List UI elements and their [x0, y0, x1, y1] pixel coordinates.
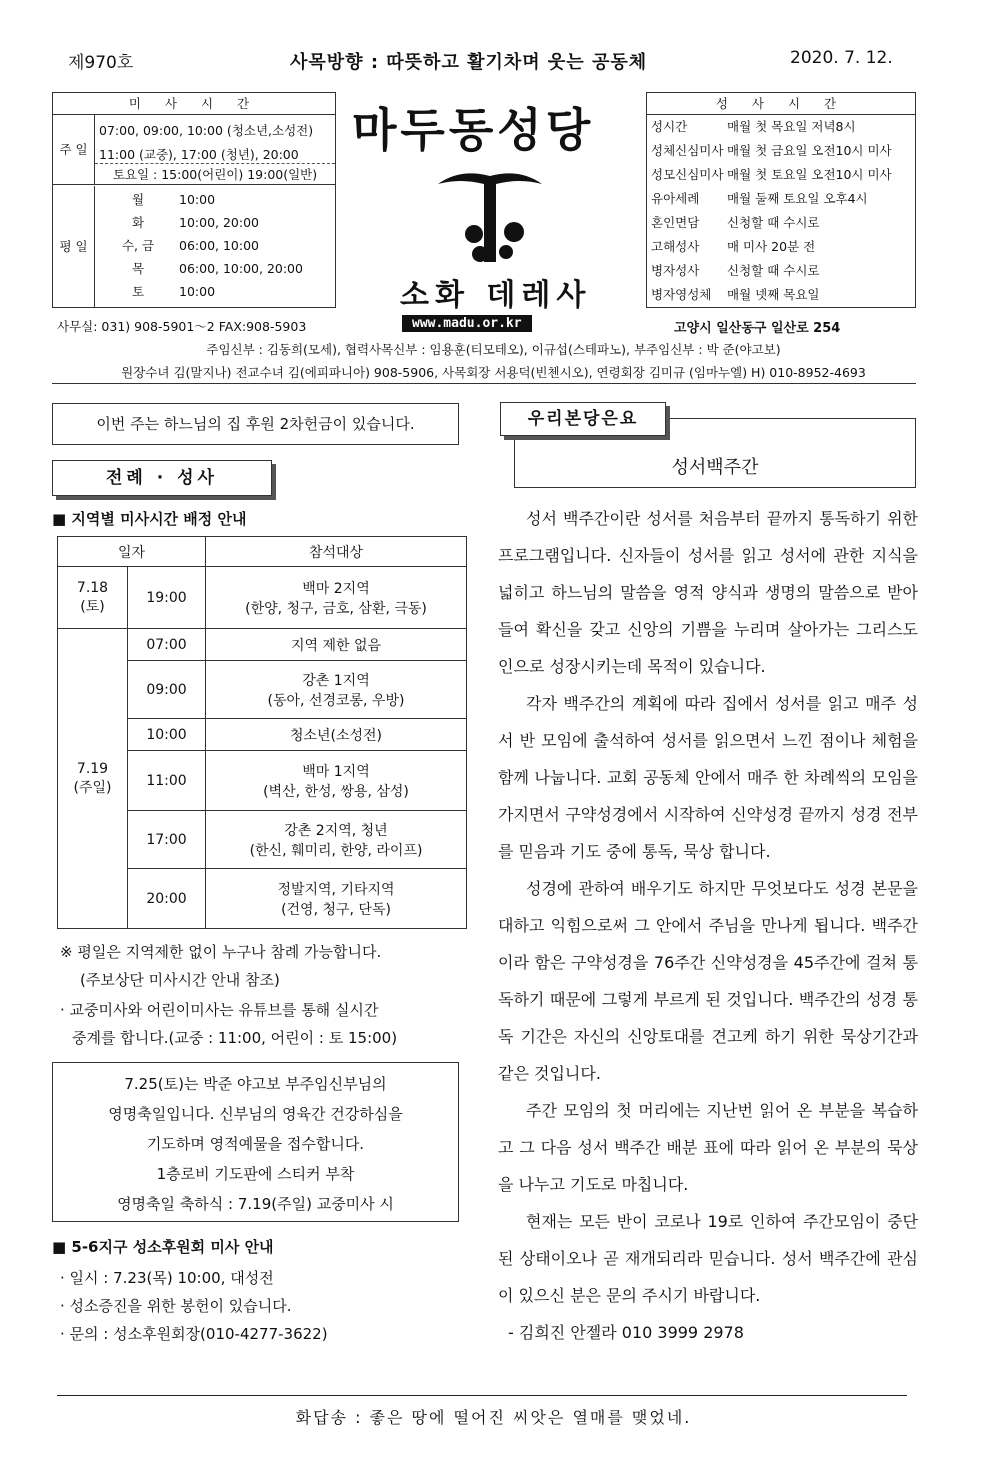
- region-schedule-title: ■ 지역별 미사시간 배정 안내: [52, 510, 247, 528]
- sacrament-time: 매월 둘째 토요일 오후4시: [727, 191, 868, 206]
- time-cell: 17:00: [128, 811, 206, 869]
- time-cell: 09:00: [128, 661, 206, 719]
- feast-line: 영명축일입니다. 신부님의 영육간 건강하심을: [108, 1105, 403, 1123]
- pastoral-slogan: 사목방향 : 따뜻하고 활기차며 웃는 공동체: [290, 52, 648, 73]
- sunday-times-1: 07:00, 09:00, 10:00 (청소년,소성전): [99, 123, 314, 138]
- time-cell: 11:00: [128, 751, 206, 811]
- sunday-label: 주 일: [53, 115, 95, 185]
- patron-saint: 소화 데레사: [400, 278, 592, 313]
- vocation-contact: · 문의 : 성소후원회장(010-4277-3622): [60, 1325, 328, 1343]
- sacrament-row: [647, 235, 915, 259]
- target-region: 정발지역, 기타지역: [277, 881, 395, 898]
- sacrament-name: 성시간: [651, 119, 688, 134]
- church-name: 마두동성당: [352, 103, 595, 157]
- sacrament-time: 신청할 때 수시로: [727, 263, 820, 278]
- weekday-time: 06:00, 10:00, 20:00: [179, 261, 303, 276]
- mass-times-box: [52, 92, 336, 308]
- responsorial-psalm: 화답송 : 좋은 땅에 떨어진 씨앗은 열매를 맺었네.: [295, 1408, 692, 1427]
- weekday-time: 10:00, 20:00: [179, 215, 259, 230]
- col-target: 참석대상: [206, 537, 467, 567]
- target-cell: [206, 751, 467, 811]
- sacrament-title: 성 사 시 간: [647, 93, 915, 115]
- office-phone: 사무실: 031) 908-5901～2 FAX:908-5903: [57, 319, 307, 334]
- target-areas: (벽산, 한성, 쌍용, 삼성): [263, 783, 409, 800]
- sacrament-row: [647, 187, 915, 211]
- sacrament-times-box: [646, 92, 916, 308]
- sunday-times-2: 11:00 (교중), 17:00 (청년), 20:00: [99, 147, 299, 162]
- article-paragraph: 현재는 모든 반이 코로나 19로 인하여 주간모임이 중단된 상태이오나 곧 재개되리라 믿습니다. 성서 백주간에 관심이 있으신 분은 문의 주시기 바랍니다.: [498, 1212, 918, 1305]
- sacrament-time: 매월 첫 금요일 오전10시 미사: [727, 143, 892, 158]
- weekday-day: 화: [131, 215, 145, 230]
- sacrament-time: 매월 첫 토요일 오전10시 미사: [727, 167, 892, 182]
- time-cell: 07:00: [128, 629, 206, 661]
- sacrament-row: [647, 163, 915, 187]
- youtube-note: · 교중미사와 어린이미사는 유튜브를 통해 실시간: [60, 1001, 379, 1019]
- target-region: 백마 2지역: [302, 580, 370, 597]
- sacrament-name: 유아세례: [651, 191, 700, 206]
- sacrament-time: 매 미사 20분 전: [727, 239, 816, 254]
- article-paragraph: 주간 모임의 첫 머리에는 지난번 읽어 온 부분을 복습하고 그 다음 성서 백주간 배분 표에 따라 읽어 온 부분의 묵상을 나누고 기도로 마칩니다.: [498, 1101, 918, 1194]
- target-cell: [206, 567, 467, 629]
- col-date: 일자: [58, 537, 206, 567]
- sacrament-time: 매월 넷째 목요일: [727, 287, 820, 302]
- time-cell: 19:00: [128, 567, 206, 629]
- article-body: [498, 500, 918, 1351]
- feast-day-box: [52, 1062, 459, 1222]
- issue-date: 2020. 7. 12.: [790, 48, 893, 68]
- youtube-note-times: 중계를 합니다.(교중 : 11:00, 어린이 : 토 15:00): [72, 1029, 398, 1047]
- target-cell: [206, 661, 467, 719]
- date-cell: 7.18 (토): [58, 567, 128, 629]
- feast-line: 1층로비 기도판에 스티커 부착: [156, 1165, 355, 1183]
- liturgy-heading: 전례 · 성사: [52, 460, 272, 496]
- cross-logo-icon: [430, 162, 550, 272]
- vocation-offering: · 성소증진을 위한 봉헌이 있습니다.: [60, 1297, 292, 1315]
- article-paragraph: 성경에 관하여 배우기도 하지만 무엇보다도 성경 본문을 대하고 익힘으로써 그 안에서 주님을 만나게 됩니다. 백주간이라 함은 구약성경을 76주간 신약성경을 45주간에 걸쳐 통독하기 때문에 그렇게 부르게 된 것입니다. 백주간의 성경 통독 기간은 자신의 신앙토대를 견고케 하기 위한 묵상기간과 같은 것입니다.: [498, 879, 918, 1083]
- sacrament-name: 고해성사: [651, 239, 700, 254]
- article-paragraph: 성서 백주간이란 성서를 처음부터 끝까지 통독하기 위한 프로그램입니다. 신자들이 성서를 읽고 성서에 관한 지식을 넓히고 하느님의 말씀을 영적 양식과 생명의 말씀으로 받아들여 확신을 갖고 신앙의 기쁨을 누리며 살아가는 그리스도인으로 성장시키는데 목적이 있습니다.: [498, 509, 918, 676]
- weekday-label: 평 일: [53, 186, 95, 307]
- region-schedule-table: [57, 536, 467, 929]
- sacrament-name: 혼인면담: [651, 215, 700, 230]
- target-region: 지역 제한 없음: [290, 637, 382, 654]
- target-cell: [206, 719, 467, 751]
- target-cell: [206, 629, 467, 661]
- time-cell: 20:00: [128, 869, 206, 929]
- target-areas: (건영, 청구, 단독): [281, 901, 391, 918]
- vocation-mass-title: ■ 5-6지구 성소후원회 미사 안내: [52, 1238, 274, 1256]
- weekday-note-ref: (주보상단 미사시간 안내 참조): [80, 971, 280, 989]
- notice-box: 이번 주는 하느님의 집 후원 2차헌금이 있습니다.: [52, 403, 459, 445]
- sacrament-row: [647, 259, 915, 283]
- weekday-note: ※ 평일은 지역제한 없이 누구나 참례 가능합니다.: [60, 943, 382, 961]
- target-cell: [206, 869, 467, 929]
- target-areas: (한양, 청구, 금호, 삼환, 극동): [245, 600, 427, 617]
- saturday-times: 토요일 : 15:00(어린이) 19:00(일반): [95, 163, 335, 185]
- sacrament-row: [647, 115, 915, 139]
- target-areas: (동아, 선경코롱, 우방): [267, 692, 405, 709]
- weekday-day: 목: [131, 261, 145, 276]
- weekday-day: 토: [131, 284, 145, 299]
- weekday-time: 10:00: [179, 192, 216, 207]
- article-title: 성서백주간: [671, 457, 759, 478]
- issue-number: 제970호: [68, 53, 134, 73]
- footer-divider: [57, 1395, 907, 1396]
- target-region: 청소년(소성전): [289, 727, 383, 744]
- weekday-time: 06:00, 10:00: [179, 238, 259, 253]
- sacrament-row: [647, 211, 915, 235]
- weekday-day: 수, 금: [121, 238, 155, 253]
- sacrament-row: [647, 139, 915, 163]
- sacrament-time: 신청할 때 수시로: [727, 215, 820, 230]
- vocation-date: · 일시 : 7.23(목) 10:00, 대성전: [60, 1269, 274, 1287]
- date-cell: 7.19 (주일): [58, 629, 128, 929]
- staff-line-1: 주임신부 : 김동희(모세), 협력사목신부 : 임용훈(티모테오), 이규섭(스테파노), 부주임신부 : 박 준(야고보): [206, 342, 781, 357]
- target-region: 백마 1지역: [302, 763, 370, 780]
- sacrament-time: 매월 첫 목요일 저녁8시: [727, 119, 856, 134]
- feast-line: 영명축일 축하식 : 7.19(주일) 교중미사 시: [117, 1195, 394, 1213]
- target-region: 강촌 1지역: [302, 672, 370, 689]
- feast-line: 기도하며 영적예물을 접수합니다.: [146, 1135, 365, 1153]
- staff-line-2: 원장수녀 김(말지나) 전교수녀 김(에피파니아) 908-5906, 사목회장 서용덕(빈첸시오), 연령회장 김미규 (임마누엘) H) 010-8952-4693: [121, 365, 866, 380]
- sacrament-name: 성모신심미사: [651, 167, 724, 182]
- feast-line: 7.25(토)는 박준 야고보 부주임신부님의: [124, 1075, 387, 1093]
- sacrament-row: [647, 283, 915, 307]
- target-areas: (한신, 훼미리, 한양, 라이프): [249, 842, 423, 859]
- header-divider: [52, 383, 916, 384]
- article-paragraph: 각자 백주간의 계획에 따라 집에서 성서를 읽고 매주 성서 반 모임에 출석하여 성서를 읽으면서 느낀 점이나 체험을 함께 나눕니다. 교회 공동체 안에서 매주 한 차례씩의 모임을 가지면서 구약성경에서 시작하여 신약성경 끝까지 성경 전부를 믿음과 기도 중에 통독, 묵상 합니다.: [498, 694, 918, 861]
- target-region: 강촌 2지역, 청년: [284, 822, 388, 839]
- weekday-day: 월: [131, 192, 145, 207]
- our-parish-heading: 우리본당은요: [500, 402, 666, 436]
- website-link[interactable]: www.madu.or.kr: [402, 315, 532, 332]
- article-signature: - 김희진 안젤라 010 3999 2978: [508, 1323, 744, 1342]
- church-address: 고양시 일산동구 일산로 254: [674, 321, 841, 336]
- target-cell: [206, 811, 467, 869]
- sacrament-name: 성체신심미사: [651, 143, 724, 158]
- sacrament-name: 병자영성체: [651, 287, 712, 302]
- weekday-time: 10:00: [179, 284, 216, 299]
- time-cell: 10:00: [128, 719, 206, 751]
- sacrament-name: 병자성사: [651, 263, 700, 278]
- mass-times-title: 미 사 시 간: [53, 93, 335, 115]
